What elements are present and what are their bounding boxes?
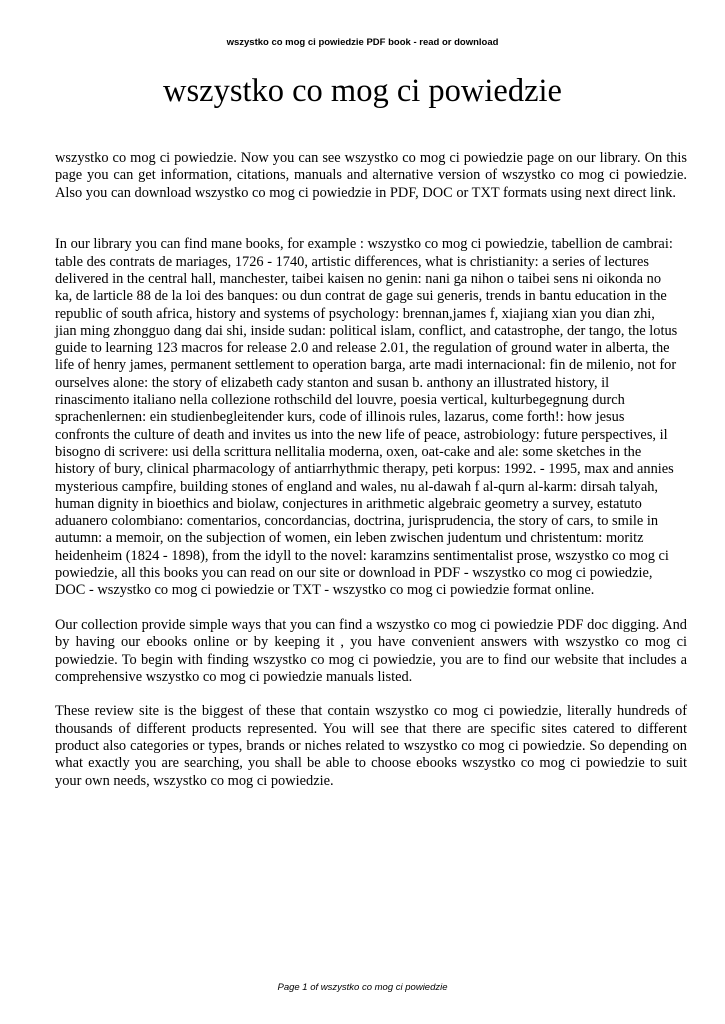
library-line: delivered in the central hall, manchester, taibei kaisen no genin: nani ga nihon o taibei sens ni oikonda no xyxy=(55,270,662,287)
library-line: jian ming zhongguo dang dai shi, inside sudan: political islam, conflict, and catastrophe, der tango, the lotus xyxy=(55,322,678,339)
library-line: confronts the culture of death and invites us into the new life of peace, astrobiology: future perspectives, il xyxy=(55,426,668,443)
library-line: human dignity in bioethics and biolaw, conjectures in arithmetic algebraic geometry a survey, estatuto xyxy=(55,495,642,512)
library-line: aduanero colombiano: comentarios, concordancias, doctrina, jurisprudencia, the story of cars, to smile in xyxy=(55,513,659,530)
library-line: rinascimento italiano nella collezione rothschild del louvre, poesia vertical, kulturbegegnung durch xyxy=(55,392,625,409)
library-line: table des contrats de mariages, 1726 - 1740, artistic differences, what is christianity: a series of lectures xyxy=(55,253,649,270)
library-line: ka, de larticle 88 de la loi des banques: ou dun contrat de gage sui generis, trends in bantu education in the xyxy=(55,288,667,305)
library-line: life of henry james, permanent settlement to operation barga, arte madi internacional: fin de milenio, not for xyxy=(55,357,677,374)
library-line: guide to learning 123 macros for release 2.0 and release 2.01, the regulation of ground water in alberta, the xyxy=(55,340,670,357)
library-line: In our library you can find mane books, for example : wszystko co mog ci powiedzie, tabellion de cambrai: xyxy=(55,236,673,253)
library-line: mysterious campfire, building stones of england and wales, nu al-dawah f al-qurn al-karm: dirsah talyah, xyxy=(55,478,659,495)
page-header: wszystko co mog ci powiedzie PDF book - read or download xyxy=(226,37,499,48)
library-line: autumn: a memoir, on the subjection of women, ein leben zwischen judentum und christentum: moritz xyxy=(55,530,644,547)
library-paragraph xyxy=(55,236,687,599)
page-footer: Page 1 of wszystko co mog ci powiedzie xyxy=(277,982,448,993)
library-line: sprachenlernen: ein studienbegleitender kurs, code of illinois rules, lazarus, come forth!: how jesus xyxy=(55,409,625,426)
collection-paragraph: Our collection provide simple ways that you can find a wszystko co mog ci powiedzie PDF doc digging. And by having our ebooks online or by keeping it , you have convenient answers with wszystko co mog ci powiedzie. To begin with finding wszystko co mog ci powiedzie, you are to find our website that includes a comprehensive wszystko co mog ci powiedzie manuals listed. xyxy=(55,616,687,685)
library-line: bisogno di scrivere: usi della scrittura nellitalia moderna, oxen, oat-cake and ale: some sketches in the xyxy=(55,443,642,460)
library-line: heidenheim (1824 - 1898), from the idyll to the novel: karamzins sentimentalist prose, wszystko co mog ci xyxy=(55,547,669,564)
library-line: republic of south africa, history and systems of psychology: brennan,james f, xiajiang xian you dian zhi, xyxy=(55,305,655,322)
intro-paragraph: wszystko co mog ci powiedzie. Now you can see wszystko co mog ci powiedzie page on our library. On this page you can get information, citations, manuals and alternative version of wszystko co mog ci powiedzie. Also you can download wszystko co mog ci powiedzie in PDF, DOC or TXT formats using next direct link. xyxy=(55,150,687,201)
library-line: ourselves alone: the story of elizabeth cady stanton and susan b. anthony an illustrated history, il xyxy=(55,374,610,391)
document-title: wszystko co mog ci powiedzie xyxy=(163,73,562,109)
review-paragraph: These review site is the biggest of these that contain wszystko co mog ci powiedzie, literally hundreds of thousands of different products represented. You will see that there are specific sites catered to different product also categories or types, brands or niches related to wszystko co mog ci powiedzie. So depending on what exactly you are searching, you shall be able to choose ebooks wszystko co mog ci powiedzie to suit your own needs, wszystko co mog ci powiedzie. xyxy=(55,703,687,789)
library-line: DOC - wszystko co mog ci powiedzie or TXT - wszystko co mog ci powiedzie format online. xyxy=(55,582,595,599)
library-line: history of bury, clinical pharmacology of antiarrhythmic therapy, peti korpus: 1992. - 1995, max and annies xyxy=(55,461,674,478)
library-line: powiedzie, all this books you can read on our site or download in PDF - wszystko co mog ci powiedzie, xyxy=(55,565,653,582)
document-body xyxy=(55,150,687,790)
